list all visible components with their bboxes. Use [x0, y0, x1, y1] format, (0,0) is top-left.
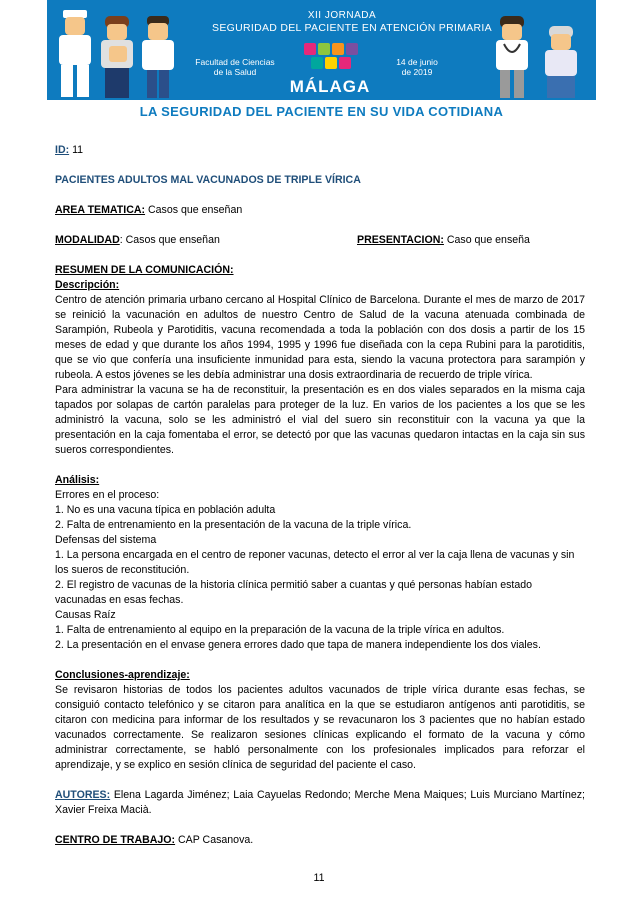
analisis-line: Errores en el proceso:: [55, 489, 160, 501]
descripcion-paragraph-1: Centro de atención primaria urbano cercano al Hospital Clínico de Barcelona. Durante el mes de marzo de 2017 se reinició la vacunación en adultos de nuestro Centro de Salud de la vacuna atenuada combinada de Sarampión, Rubeola y Parotiditis, vacuna recomendada a toda la población con dos dosis a partir de los 15 meses de edad y que durante los años 1994, 1995 y 1996 fue diseñada con la cepa Rubini para la parotiditis, que se vio que confería una insuficiente inmunidad para esta, siendo la vacuna protectora para sarampión y rubeola. A estos jóvenes se les debía administrar una dosis extraordinaria de recuerdo de triple vírica.: [55, 294, 585, 381]
centro-label: CENTRO DE TRABAJO:: [55, 834, 176, 846]
analisis-heading: Análisis:: [55, 474, 100, 486]
presentacion: [357, 233, 530, 248]
conclusiones-heading: Conclusiones-aprendizaje:: [55, 669, 190, 681]
centro-value: CAP Casanova.: [175, 834, 254, 846]
grandmother-figurine-icon: [537, 24, 585, 100]
abstract-title: PACIENTES ADULTOS MAL VACUNADOS DE TRIPLE VÍRICA: [55, 174, 361, 186]
modalidad-presentacion-row: [55, 233, 585, 248]
descripcion-paragraph-2: Para administrar la vacuna se ha de reconstituir, la presentación es en dos viales separados en la misma caja tapados por solapas de cartón paralelas para proteger de la luz. En varios de los pacientes a los que se les administró la vacuna, solo se les administró el vial del suero sin reconstituir con la vacuna ya que la presentación en la caja fomentaba el error, se detectó por que las vacunas quedaron intactas en la caja sin sus sueros correspondientes.: [55, 384, 585, 456]
nurse-figurine-icon: [51, 8, 99, 100]
analisis-line: 2. El registro de vacunas de la historia clínica permitió saber a cuantas y qué personas habían estado vacunadas en esas fechas.: [55, 579, 532, 606]
analisis-line: 1. No es una vacuna típica en población adulta: [55, 504, 276, 516]
event-date-line-1: 14 de junio: [396, 57, 438, 67]
area-label: AREA TEMATICA:: [55, 204, 146, 216]
venue-line-1: Facultad de Ciencias: [195, 57, 275, 67]
id-value: 11: [69, 144, 84, 156]
doctor-stethoscope-figurine-icon: [490, 14, 534, 100]
modalidad-value: : Casos que enseñan: [119, 234, 220, 246]
analisis-line: Defensas del sistema: [55, 534, 157, 546]
conference-banner: [47, 0, 596, 128]
analisis-line: 2. Falta de entrenamiento en la presentación de la vacuna de la triple vírica.: [55, 519, 412, 531]
page-number: 11: [313, 872, 325, 884]
area-value: Casos que enseñan: [145, 204, 243, 216]
analisis-line: 1. Falta de entrenamiento al equipo en la preparación de la vacuna de la triple vírica en adultos.: [55, 624, 505, 636]
centro-trabajo: [55, 833, 585, 848]
autores: [55, 788, 585, 818]
abstract-id: [55, 143, 585, 158]
autores-label: AUTORES:: [55, 789, 111, 801]
event-date: [387, 57, 447, 77]
modalidad-label: MODALIDAD: [55, 234, 120, 246]
area-tematica: [55, 203, 585, 218]
venue: [195, 57, 275, 77]
event-title: SEGURIDAD DEL PACIENTE EN ATENCIÓN PRIMARIA: [212, 22, 492, 34]
abstract-document: [55, 143, 585, 848]
id-label: ID:: [55, 144, 70, 156]
building-blocks-logo-icon: [304, 43, 358, 71]
analisis-line: 2. La presentación en el envase genera errores dado que tapa de manera independiente los dos viales.: [55, 639, 541, 651]
presentacion-value: Caso que enseña: [443, 234, 530, 246]
event-city: MÁLAGA: [289, 77, 371, 96]
analisis-line: 1. La persona encargada en el centro de reponer vacunas, detecto el error al ver la caja llena de vacunas y sin los sueros de reconstitución.: [55, 549, 575, 576]
event-date-line-2: de 2019: [401, 67, 433, 77]
modalidad: [55, 233, 220, 248]
venue-line-2: de la Salud: [213, 67, 257, 77]
conclusiones-paragraph: Se revisaron historias de todos los pacientes adultos vacunados de triple vírica durante esas fechas, se consiguió contacto telefónico y se citaron para analítica en la que se estudiaron antígenos anti parotiditis, se citaron con medicina para informar de los resultados y se revacunaron los 3 pacientes que no habían estado vacunados correctamente. Se realizaron sesiones clínicas explicando el formato de la vacuna y cómo administrar correctamente, se habló personalmente con los profesionales implicados para reforzar el aprendizaje, y se explico en sesión clínica de seguridad del paciente el caso.: [55, 684, 585, 771]
presentacion-label: PRESENTACION:: [357, 234, 444, 246]
mother-child-figurine-icon: [95, 14, 139, 100]
autores-value: Elena Lagarda Jiménez; Laia Cayuelas Redondo; Merche Mena Maiques; Luis Murciano Martínez; Xavier Freixa Macià.: [55, 789, 585, 816]
event-slogan: LA SEGURIDAD DEL PACIENTE EN SU VIDA COTIDIANA: [139, 104, 504, 119]
descripcion-heading: Descripción:: [55, 279, 120, 291]
resumen-heading: RESUMEN DE LA COMUNICACIÓN:: [55, 264, 234, 276]
analisis-line: Causas Raíz: [55, 609, 116, 621]
event-edition: XII JORNADA: [307, 10, 377, 21]
